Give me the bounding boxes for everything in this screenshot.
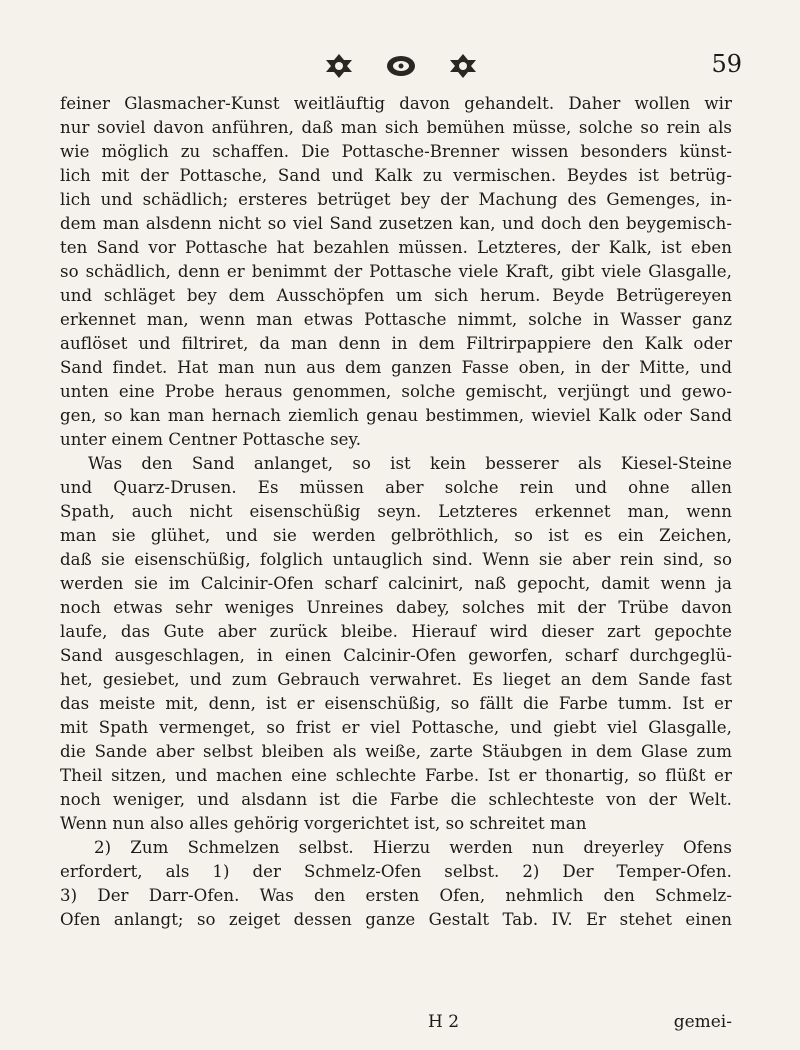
ornament-icon: [446, 52, 480, 80]
text-line: nur soviel davon anführen, daß man sich bemühen müsse, solche so rein als: [60, 118, 732, 137]
text-line: het, gesiebet, und zum Gebrauch verwahret. Es lieget an dem Sande fast: [60, 670, 732, 689]
text-line: unter einem Centner Pottasche sey.: [60, 430, 362, 449]
body-text: [60, 92, 732, 932]
text-line: lich und schädlich; ersteres betrüget bey der Machung des Gemenges, in-: [60, 190, 732, 209]
ornament-icon: [322, 52, 356, 80]
text-line: noch weniger, und alsdann ist die Farbe die schlechteste von der Welt.: [60, 790, 732, 809]
text-line: Theil sitzen, und machen eine schlechte Farbe. Ist er thonartig, so flüßt er: [60, 766, 732, 785]
text-line: lich mit der Pottasche, Sand und Kalk zu vermischen. Beydes ist betrüg-: [60, 166, 732, 185]
text-line: die Sande aber selbst bleiben als weiße, zarte Stäubgen in dem Glase zum: [60, 742, 732, 761]
text-line: Spath, auch nicht eisenschüßig seyn. Letzteres erkennet man, wenn: [60, 502, 732, 521]
text-line: werden sie im Calcinir-Ofen scharf calcinirt, naß gepocht, damit wenn ja: [60, 574, 732, 593]
text-line: 3) Der Darr-Ofen. Was den ersten Ofen, nehmlich den Schmelz-: [60, 886, 732, 905]
page-footer: [60, 1012, 732, 1036]
ornament-icon: [384, 52, 418, 80]
text-line: so schädlich, denn er benimmt der Pottasche viele Kraft, gibt viele Glasgalle,: [60, 262, 732, 281]
text-line: und schläget bey dem Ausschöpfen um sich herum. Beyde Betrügereyen: [60, 286, 732, 305]
text-line: laufe, das Gute aber zurück bleibe. Hierauf wird dieser zart gepochte: [60, 622, 732, 641]
page-header: [0, 44, 800, 84]
text-line: erfordert, als 1) der Schmelz-Ofen selbst. 2) Der Temper-Ofen.: [60, 862, 732, 881]
text-line: erkennet man, wenn man etwas Pottasche nimmt, solche in Wasser ganz: [60, 310, 732, 329]
text-line: dem man alsdenn nicht so viel Sand zusetzen kan, und doch den beygemisch-: [60, 214, 732, 233]
signature-mark: H 2: [428, 1012, 460, 1032]
text-line: Wenn nun also alles gehörig vorgerichtet ist, so schreitet man: [60, 814, 587, 833]
text-line: 2) Zum Schmelzen selbst. Hierzu werden nun dreyerley Ofens: [94, 838, 732, 857]
text-line: Was den Sand anlanget, so ist kein besserer als Kiesel-Steine: [88, 454, 732, 473]
text-line: gen, so kan man hernach ziemlich genau bestimmen, wieviel Kalk oder Sand: [60, 406, 732, 425]
text-line: und Quarz-Drusen. Es müssen aber solche rein und ohne allen: [60, 478, 732, 497]
text-line: mit Spath vermenget, so frist er viel Pottasche, und giebt viel Glasgalle,: [60, 718, 732, 737]
text-line: auflöset und filtriret, da man denn in dem Filtrirpappiere den Kalk oder: [60, 334, 732, 353]
text-line: wie möglich zu schaffen. Die Pottasche-Brenner wissen besonders künst-: [60, 142, 732, 161]
text-line: Sand ausgeschlagen, in einen Calcinir-Ofen geworfen, scharf durchgeglü-: [60, 646, 732, 665]
text-line: Sand findet. Hat man nun aus dem ganzen Fasse oben, in der Mitte, und: [60, 358, 732, 377]
text-line: ten Sand vor Pottasche hat bezahlen müssen. Letzteres, der Kalk, ist eben: [60, 238, 732, 257]
header-ornaments: [322, 52, 480, 80]
text-line: Ofen anlangt; so zeiget dessen ganze Gestalt Tab. IV. Er stehet einen: [60, 910, 732, 929]
text-line: unten eine Probe heraus genommen, solche gemischt, verjüngt und gewo-: [60, 382, 732, 401]
text-line: man sie glühet, und sie werden gelbröthlich, so ist es ein Zeichen,: [60, 526, 732, 545]
page-number: 59: [711, 50, 742, 78]
text-line: feiner Glasmacher-Kunst weitläuftig davon gehandelt. Daher wollen wir: [60, 94, 732, 113]
catchword: gemei-: [673, 1012, 732, 1032]
text-line: noch etwas sehr weniges Unreines dabey, solches mit der Trübe davon: [60, 598, 732, 617]
text-line: das meiste mit, denn, ist er eisenschüßig, so fällt die Farbe tumm. Ist er: [60, 694, 732, 713]
text-line: daß sie eisenschüßig, folglich untauglich sind. Wenn sie aber rein sind, so: [60, 550, 732, 569]
